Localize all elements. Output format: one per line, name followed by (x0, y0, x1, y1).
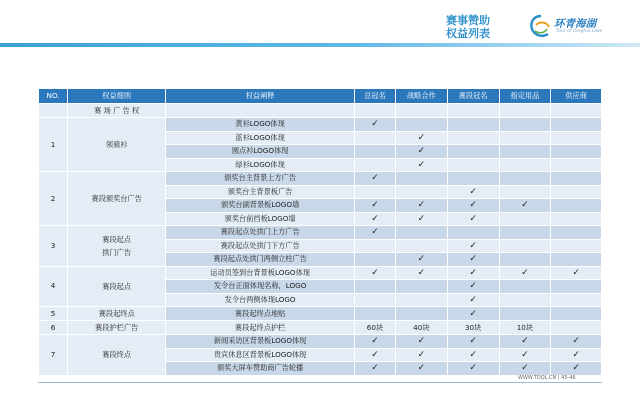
benefit-description: 颁奖大屏车赞助商广告轮播 (166, 362, 355, 376)
checkmark-icon: ✓ (469, 294, 477, 305)
benefit-cell (499, 335, 551, 349)
benefit-cell (551, 199, 602, 213)
benefit-description: 颁奖台主背景上方广告 (166, 172, 355, 186)
benefit-cell (395, 239, 447, 253)
benefit-cell (354, 280, 395, 294)
checkmark-icon: ✓ (371, 349, 379, 360)
section-category: 赛段护栏广告 (68, 321, 166, 335)
checkmark-icon: ✓ (572, 349, 580, 360)
benefit-description: 颁奖台主背景板广告 (166, 185, 355, 199)
section-number: 6 (39, 321, 68, 335)
checkmark-icon: ✓ (371, 200, 379, 211)
benefit-cell (551, 266, 602, 280)
checkmark-icon: ✓ (371, 336, 379, 347)
benefit-cell (354, 212, 395, 226)
benefit-cell (354, 199, 395, 213)
benefit-cell (447, 185, 499, 199)
benefits-table (38, 88, 602, 376)
benefit-description: 赛段起点处拱门下方广告 (166, 239, 355, 253)
benefit-cell (551, 348, 602, 362)
benefit-cell (354, 239, 395, 253)
checkmark-icon: ✓ (417, 336, 426, 347)
benefit-cell (499, 348, 551, 362)
benefit-cell (499, 185, 551, 199)
footer-line (38, 382, 602, 383)
checkmark-icon: ✓ (371, 227, 379, 238)
checkmark-icon: ✓ (417, 146, 426, 157)
checkmark-icon: ✓ (469, 213, 477, 224)
benefit-cell (447, 158, 499, 172)
table-row (39, 118, 602, 132)
benefit-cell (354, 307, 395, 321)
benefit-cell (354, 226, 395, 240)
benefit-cell (499, 266, 551, 280)
header-strategic-partner: 战略合作 (395, 89, 447, 104)
logo-subtitle: Tour of Qinghai Lake (556, 29, 603, 34)
benefit-cell (395, 293, 447, 307)
checkmark-icon: ✓ (417, 132, 426, 143)
benefit-cell (354, 335, 395, 349)
benefit-cell (447, 226, 499, 240)
benefit-cell (551, 239, 602, 253)
benefit-cell (551, 307, 602, 321)
section-category: 赛段颁奖台广告 (68, 172, 166, 226)
benefit-cell (395, 253, 447, 267)
benefit-cell (354, 131, 395, 145)
benefit-cell (447, 145, 499, 159)
benefit-cell (395, 172, 447, 186)
benefit-cell (499, 293, 551, 307)
checkmark-icon: ✓ (572, 336, 580, 347)
checkmark-icon: ✓ (572, 267, 580, 278)
header-title-line2: 权益列表 (446, 27, 490, 40)
benefit-cell (395, 335, 447, 349)
benefit-cell (395, 307, 447, 321)
benefit-cell (551, 226, 602, 240)
checkmark-icon: ✓ (469, 254, 477, 265)
benefit-cell (354, 104, 395, 118)
table-row (39, 335, 602, 349)
benefit-cell (395, 362, 447, 376)
header-category: 权益细则 (68, 89, 166, 104)
benefit-cell (447, 253, 499, 267)
section-category: 赛段终点 (68, 335, 166, 376)
table-header-row (39, 89, 602, 104)
header-supplier: 供应商 (551, 89, 602, 104)
checkmark-icon: ✓ (521, 336, 529, 347)
benefit-cell (499, 131, 551, 145)
benefit-cell (354, 118, 395, 132)
benefit-description: 蓝衫LOGO体现 (166, 131, 355, 145)
header-description: 权益阐释 (166, 89, 355, 104)
logo-swirl-icon (528, 13, 554, 41)
benefit-description: 绿衫LOGO体现 (166, 158, 355, 172)
benefit-description: 运动员签到台背景板LOGO体现 (166, 266, 355, 280)
benefit-cell (354, 158, 395, 172)
section-category: 赛 场 广 告 权 (68, 104, 166, 118)
benefit-cell (551, 321, 602, 335)
checkmark-icon: ✓ (521, 267, 529, 278)
checkmark-icon: ✓ (371, 267, 379, 278)
benefit-description (166, 104, 355, 118)
benefit-description: 赛段起点处拱门上方广告 (166, 226, 355, 240)
benefit-description: 赛段起终点地贴 (166, 307, 355, 321)
section-category: 赛段起点 (68, 266, 166, 307)
header-title (428, 14, 508, 40)
benefit-cell (354, 348, 395, 362)
page-info: WWW.TDQL.CN | 45-46 (518, 375, 576, 381)
section-category: 赛段起点 拱门广告 (68, 226, 166, 267)
benefit-cell (395, 199, 447, 213)
checkmark-icon: ✓ (417, 363, 426, 374)
checkmark-icon: ✓ (469, 186, 477, 197)
benefit-cell (447, 266, 499, 280)
benefit-cell (447, 131, 499, 145)
benefit-cell (447, 362, 499, 376)
benefit-cell (354, 266, 395, 280)
benefit-cell (551, 104, 602, 118)
table-body (39, 104, 602, 376)
benefit-description: 黄衫LOGO体现 (166, 118, 355, 132)
benefit-cell (551, 185, 602, 199)
checkmark-icon: ✓ (469, 267, 477, 278)
benefit-cell (499, 226, 551, 240)
benefit-cell (551, 172, 602, 186)
benefit-cell (447, 172, 499, 186)
section-number: 4 (39, 266, 68, 307)
logo (528, 12, 628, 42)
header-stage-sponsor: 赛段冠名 (447, 89, 499, 104)
checkmark-icon: ✓ (469, 308, 477, 319)
benefit-cell (395, 212, 447, 226)
table-row (39, 172, 602, 186)
benefit-cell (499, 307, 551, 321)
checkmark-icon: ✓ (371, 173, 379, 184)
benefit-description: 贵宾休息区背景板LOGO体现 (166, 348, 355, 362)
benefit-cell (499, 362, 551, 376)
benefit-cell (447, 118, 499, 132)
benefit-cell (447, 104, 499, 118)
benefit-description: 发令台正面体现名称，LOGO (166, 280, 355, 294)
benefit-cell (354, 362, 395, 376)
checkmark-icon: ✓ (469, 349, 477, 360)
benefit-cell (354, 145, 395, 159)
header-title-line1: 赛事赞助 (446, 14, 490, 27)
benefit-cell (354, 293, 395, 307)
benefit-cell: 60块 (354, 321, 395, 335)
benefit-cell (499, 212, 551, 226)
checkmark-icon: ✓ (469, 363, 477, 374)
benefit-cell (395, 348, 447, 362)
benefit-cell (551, 145, 602, 159)
benefit-cell (395, 280, 447, 294)
benefit-cell (395, 266, 447, 280)
checkmark-icon: ✓ (371, 119, 379, 130)
benefit-cell (395, 131, 447, 145)
benefit-cell (551, 118, 602, 132)
benefit-description: 新闻采访区背景板LOGO体现 (166, 335, 355, 349)
header-no: NO. (39, 89, 68, 104)
benefit-cell (499, 280, 551, 294)
benefit-cell (551, 362, 602, 376)
checkmark-icon: ✓ (371, 363, 379, 374)
table-row (39, 266, 602, 280)
benefit-cell (395, 158, 447, 172)
benefit-description: 圆点衫LOGO体现 (166, 145, 355, 159)
benefit-cell: 10块 (499, 321, 551, 335)
benefit-cell (499, 199, 551, 213)
benefit-cell (551, 335, 602, 349)
section-category: 领骑衫 (68, 118, 166, 172)
benefit-cell (447, 293, 499, 307)
section-number: 5 (39, 307, 68, 321)
benefit-cell (551, 280, 602, 294)
benefit-cell (499, 145, 551, 159)
benefit-cell (499, 118, 551, 132)
checkmark-icon: ✓ (417, 159, 426, 170)
table-row (39, 226, 602, 240)
benefit-cell (499, 253, 551, 267)
benefit-cell (447, 307, 499, 321)
table-row (39, 104, 602, 118)
checkmark-icon: ✓ (469, 200, 477, 211)
checkmark-icon: ✓ (469, 281, 477, 292)
benefit-cell (447, 239, 499, 253)
benefit-cell (354, 185, 395, 199)
benefit-cell (447, 348, 499, 362)
benefit-description: 颁奖台副背景板LOGO墙 (166, 199, 355, 213)
benefit-cell (395, 226, 447, 240)
benefit-cell (499, 158, 551, 172)
benefit-cell (354, 253, 395, 267)
benefit-cell (499, 239, 551, 253)
benefit-cell (395, 145, 447, 159)
checkmark-icon: ✓ (469, 336, 477, 347)
checkmark-icon: ✓ (572, 363, 580, 374)
benefit-cell (447, 280, 499, 294)
checkmark-icon: ✓ (417, 213, 426, 224)
section-number: 1 (39, 118, 68, 172)
checkmark-icon: ✓ (417, 267, 426, 278)
section-category: 赛段起终点 (68, 307, 166, 321)
section-number (39, 104, 68, 118)
section-number: 7 (39, 335, 68, 376)
benefit-cell (499, 172, 551, 186)
benefit-cell (354, 172, 395, 186)
benefit-cell (499, 104, 551, 118)
benefit-description: 颁奖台前挡板LOGO墙 (166, 212, 355, 226)
benefit-cell: 30块 (447, 321, 499, 335)
section-number: 3 (39, 226, 68, 267)
benefit-cell (447, 212, 499, 226)
header-title-sponsor: 总冠名 (354, 89, 395, 104)
header-official-product: 指定用品 (499, 89, 551, 104)
checkmark-icon: ✓ (521, 349, 529, 360)
header-bar (0, 43, 640, 47)
benefit-cell (551, 293, 602, 307)
logo-text: 环青海湖 (554, 18, 596, 30)
section-number: 2 (39, 172, 68, 226)
checkmark-icon: ✓ (469, 240, 477, 251)
table-row (39, 321, 602, 335)
table-row (39, 307, 602, 321)
benefit-cell (447, 335, 499, 349)
benefit-description: 赛段起点处拱门两侧立柱广告 (166, 253, 355, 267)
benefit-cell (551, 158, 602, 172)
benefit-cell (447, 199, 499, 213)
benefit-cell: 40块 (395, 321, 447, 335)
benefit-cell (395, 185, 447, 199)
checkmark-icon: ✓ (521, 363, 529, 374)
benefit-cell (551, 212, 602, 226)
checkmark-icon: ✓ (521, 200, 529, 211)
checkmark-icon: ✓ (417, 200, 426, 211)
benefit-cell (551, 131, 602, 145)
checkmark-icon: ✓ (371, 213, 379, 224)
checkmark-icon: ✓ (417, 349, 426, 360)
benefit-cell (395, 104, 447, 118)
benefit-description: 赛段起终点护栏 (166, 321, 355, 335)
benefit-description: 发令台两侧体现LOGO (166, 293, 355, 307)
checkmark-icon: ✓ (417, 254, 426, 265)
benefit-cell (551, 253, 602, 267)
benefit-cell (395, 118, 447, 132)
